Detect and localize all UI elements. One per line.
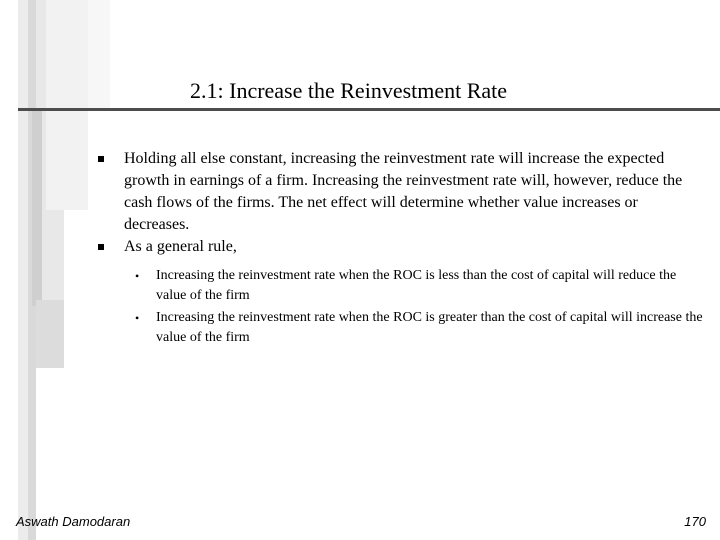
slide-title: 2.1: Increase the Reinvestment Rate	[190, 78, 508, 103]
title-rule	[18, 108, 720, 111]
page-number: 170	[684, 514, 706, 529]
dot-bullet-icon: •	[135, 311, 140, 325]
sub-bullet-item	[124, 266, 706, 306]
bullet-item	[86, 148, 706, 236]
bullet-item	[86, 236, 706, 348]
decor-bar-4	[46, 0, 88, 210]
square-bullet-icon	[98, 156, 104, 162]
square-bullet-icon	[98, 244, 104, 250]
dot-bullet-icon: •	[135, 269, 140, 283]
bullet-list	[86, 148, 706, 350]
decor-bar-5	[32, 110, 42, 306]
bullet-text: Holding all else constant, increasing the reinvestment rate will increase the expected growth in earnings of a firm. Increasing the reinvestment rate will, however, reduce the cash flows of the firms. The net effect will determine whether value increases or decreases.	[124, 150, 683, 233]
footer-author: Aswath Damodaran	[16, 514, 131, 529]
decor-bar-1	[18, 0, 28, 540]
decor-bar-6	[88, 0, 110, 108]
sub-bullet-list	[124, 266, 706, 348]
decor-bar-7	[36, 300, 64, 368]
sub-bullet-item	[124, 308, 706, 348]
bullet-text: As a general rule,	[124, 238, 237, 255]
sub-bullet-text: Increasing the reinvestment rate when the ROC is less than the cost of capital will reduce the value of the firm	[156, 268, 677, 303]
sub-bullet-text: Increasing the reinvestment rate when the ROC is greater than the cost of capital will increase the value of the firm	[156, 310, 703, 345]
